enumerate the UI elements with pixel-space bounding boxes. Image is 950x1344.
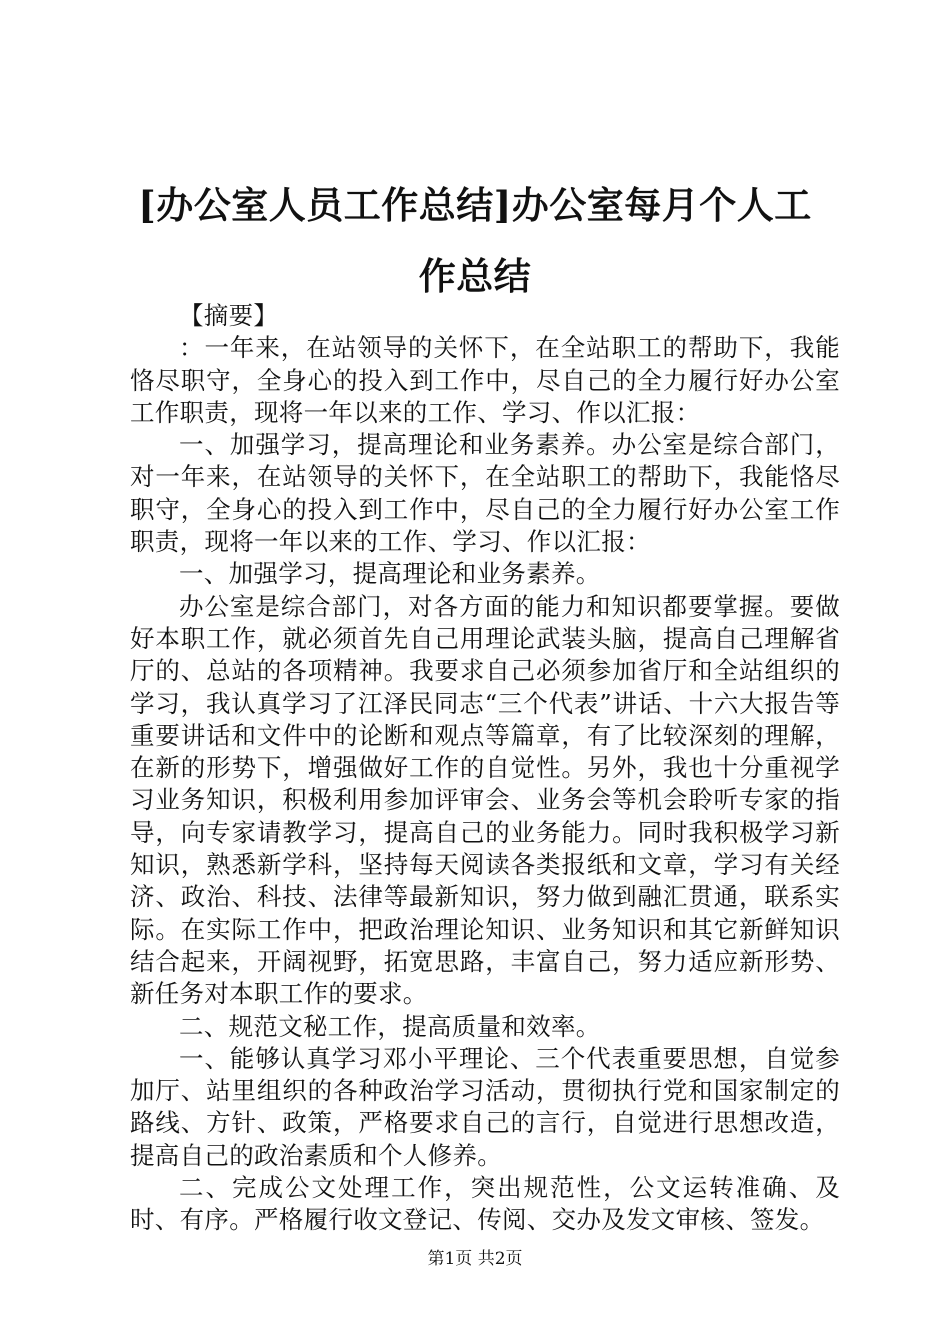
abstract-label: 【摘要】 [179, 301, 279, 330]
body-paragraph: 二、完成公文处理工作，突出规范性，公文运转准确、及时、有序。严格履行收文登记、传阅、交办及发文审核、签发。 [130, 1173, 840, 1235]
body-paragraph: ：一年来，在站领导的关怀下，在全站职工的帮助下，我能恪尽职守，全身心的投入到工作中，尽自己的全力履行好办公室工作职责，现将一年以来的工作、学习、作以汇报： [130, 333, 840, 427]
body-paragraph: 一、能够认真学习邓小平理论、三个代表重要思想，自觉参加厅、站里组织的各种政治学习活动，贯彻执行党和国家制定的路线、方针、政策，严格要求自己的言行，自觉进行思想改造，提高自己的政治素质和个人修养。 [130, 1043, 840, 1170]
body-paragraph: 一、加强学习，提高理论和业务素养。办公室是综合部门，对一年来，在站领导的关怀下，在全站职工的帮助下，我能恪尽职守，全身心的投入到工作中，尽自己的全力履行好办公室工作职责，现将一年以来的工作、学习、作以汇报： [130, 430, 840, 557]
document-title: [办公室人员工作总结]办公室每月个人工作总结 [138, 183, 812, 298]
document-body [130, 300, 840, 1237]
section-heading: 二、规范文秘工作，提高质量和效率。 [179, 1011, 601, 1041]
body-paragraph: 办公室是综合部门，对各方面的能力和知识都要掌握。要做好本职工作，就必须首先自己用理论武装头脑，提高自己理解省厅的、总站的各项精神。我要求自己必须参加省厅和全站组织的学习，我认真学习了江泽民同志“三个代表”讲话、十六大报告等重要讲话和文件中的论断和观点等篇章，有了比较深刻的理解，在新的形势下，增强做好工作的自觉性。另外，我也十分重视学习业务知识，积极利用参加评审会、业务会等机会聆听专家的指导，向专家请教学习，提高自己的业务能力。同时我积极学习新知识，熟悉新学科，坚持每天阅读各类报纸和文章，学习有关经济、政治、科技、法律等最新知识，努力做到融汇贯通，联系实际。在实际工作中，把政治理论知识、业务知识和其它新鲜知识结合起来，开阔视野，拓宽思路，丰富自己，努力适应新形势、新任务对本职工作的要求。 [130, 591, 840, 1009]
page-number-footer: 第1页 共2页 [427, 1249, 523, 1269]
section-heading: 一、加强学习，提高理论和业务素养。 [179, 559, 601, 589]
